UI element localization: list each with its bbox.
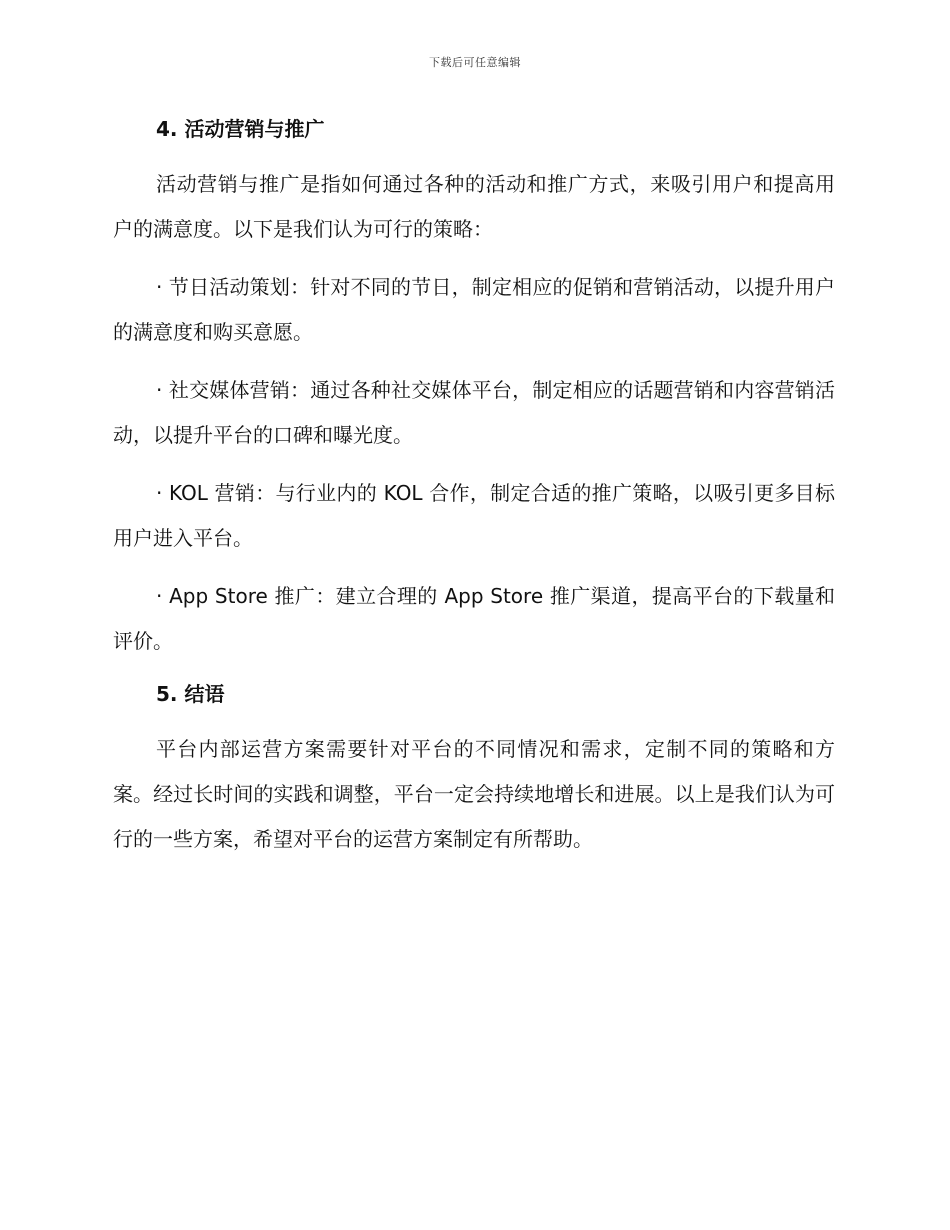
- bullet-app-store: · App Store 推广：建立合理的 App Store 推广渠道，提高平台的下载量和评价。: [113, 584, 835, 653]
- paragraph-intro: 活动营销与推广是指如何通过各种的活动和推广方式，来吸引用户和提高用户的满意度。以下是我们认为可行的策略：: [113, 172, 835, 241]
- section-heading-conclusion: 5. 结语: [156, 682, 225, 706]
- section-heading-activity-marketing: 4. 活动营销与推广: [156, 117, 325, 141]
- paragraph-conclusion: 平台内部运营方案需要针对平台的不同情况和需求，定制不同的策略和方案。经过长时间的实践和调整，平台一定会持续地增长和进展。以上是我们认为可行的一些方案，希望对平台的运营方案制定有所帮助。: [113, 737, 835, 851]
- bullet-kol: · KOL 营销：与行业内的 KOL 合作，制定合适的推广策略，以吸引更多目标用户进入平台。: [113, 481, 835, 550]
- page-header: 下载后可任意编辑: [429, 56, 521, 69]
- document-body: [113, 112, 835, 862]
- bullet-social-media: · 社交媒体营销：通过各种社交媒体平台，制定相应的话题营销和内容营销活动，以提升平台的口碑和曝光度。: [113, 378, 835, 447]
- bullet-holiday-campaign: · 节日活动策划：针对不同的节日，制定相应的促销和营销活动，以提升用户的满意度和购买意愿。: [113, 275, 835, 344]
